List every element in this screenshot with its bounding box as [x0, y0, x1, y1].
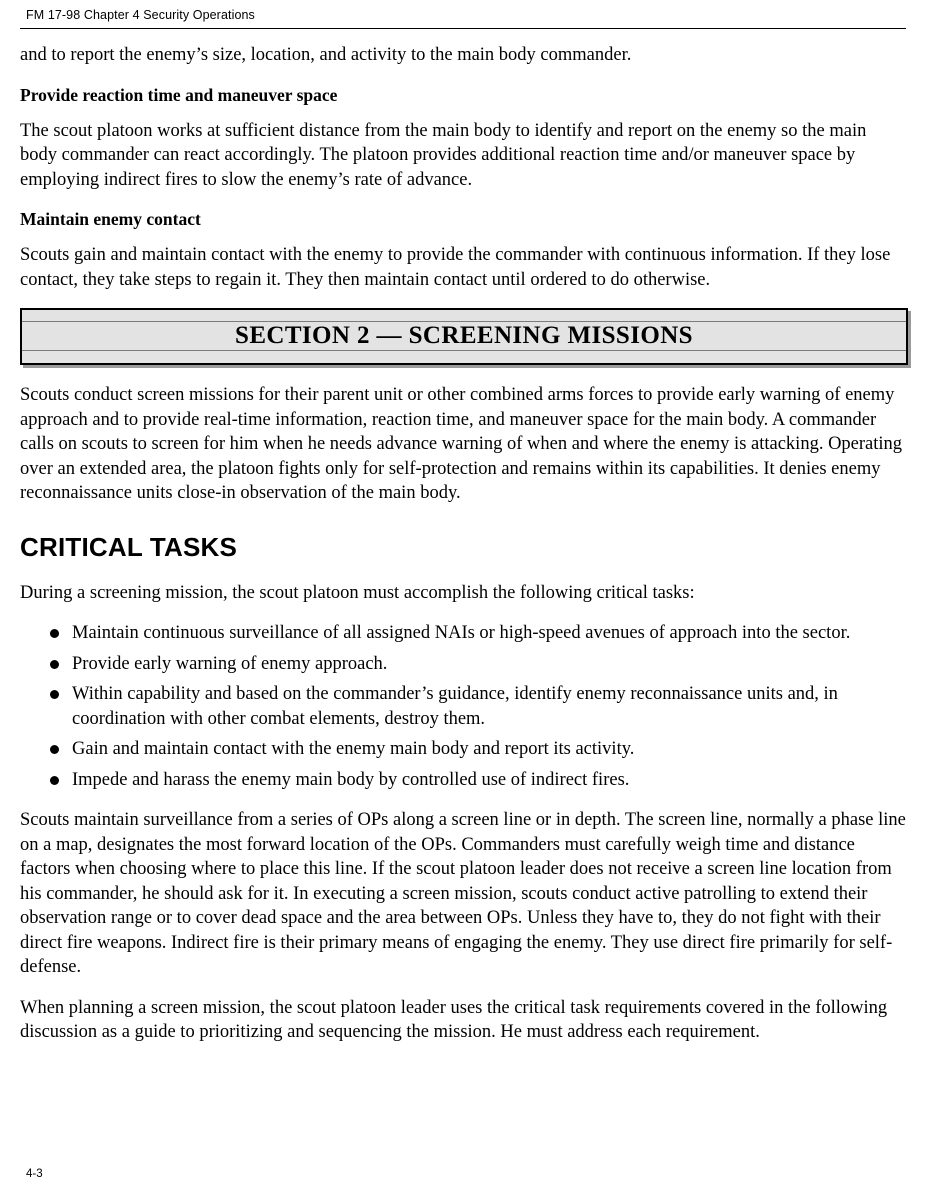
section-banner-inner [22, 321, 906, 351]
list-item-label: Provide early warning of enemy approach. [72, 653, 388, 674]
running-head: FM 17-98 Chapter 4 Security Operations [26, 8, 255, 22]
paragraph-maintain-contact: Scouts gain and maintain contact with the enemy to provide the commander with continuous information. If they lose contact, they take steps to regain it. They then maintain contact until ordered to do otherwise. [20, 245, 891, 290]
paragraph-critical-tasks-intro: During a screening mission, the scout platoon must accomplish the following critical tasks: [20, 582, 695, 603]
list-item [20, 621, 906, 646]
section-banner-title: SECTION 2 — SCREENING MISSIONS [235, 322, 693, 349]
page-title: CRITICAL TASKS [20, 531, 238, 562]
critical-tasks-list [20, 621, 906, 792]
list-item-label: Maintain continuous surveillance of all assigned NAIs or high-speed avenues of approach into the sector. [72, 623, 851, 643]
paragraph-surveillance: Scouts maintain surveillance from a series of OPs along a screen line or in depth. The screen line, normally a phase line on a map, designates the most forward location of the OPs. Commanders must carefully weigh time and distance factors when choosing where to place this line. If the scout platoon leader does not receive a screen line location from his commander, he should ask for it. In executing a screen mission, scouts conduct active patrolling to extend their observation range or to cover dead space and the area between OPs. Unless they have to, they do not fight with their direct fire weapons. Indirect fire is their primary means of engaging the enemy. They use direct fire primarily for self-defense. [20, 810, 906, 977]
list-item-label: Gain and maintain contact with the enemy main body and report its activity. [72, 739, 635, 759]
list-item [20, 682, 906, 731]
intro-paragraph: and to report the enemy’s size, location, and activity to the main body commander. [20, 45, 632, 65]
list-item [20, 768, 906, 793]
list-item-label: Within capability and based on the commander’s guidance, identify enemy reconnaissance units and, in coordination with other combat elements, destroy them. [72, 684, 838, 729]
list-item [20, 652, 906, 677]
paragraph-screen-missions: Scouts conduct screen missions for their parent unit or other combined arms forces to provide early warning of enemy approach and to provide real-time information, reaction time, and maneuver space for the main body. A commander calls on scouts to screen for him when he needs advance warning of when and where the enemy is attacking. Operating over an extended area, the platoon fights only for self-protection and remains within its capabilities. It denies enemy reconnaissance units close-in observation of the main body. [20, 385, 903, 503]
page-number: 4-3 [26, 1168, 43, 1180]
bullet-icon [50, 745, 59, 754]
bullet-icon [50, 629, 59, 638]
bullet-icon [50, 776, 59, 785]
subheading-maintain-enemy-contact: Maintain enemy contact [20, 209, 201, 229]
paragraph-planning: When planning a screen mission, the scout platoon leader uses the critical task requirements covered in the following discussion as a guide to prioritizing and sequencing the mission. He must address each requirement. [20, 997, 888, 1042]
paragraph-reaction-time: The scout platoon works at sufficient distance from the main body to identify and report on the enemy so the main body commander can react accordingly. The platoon provides additional reaction time and/or maneuver space by employing indirect fires to slow the enemy’s rate of advance. [20, 120, 867, 190]
bullet-icon [50, 660, 59, 669]
header-divider [20, 28, 906, 29]
subheading-provide-reaction-time: Provide reaction time and maneuver space [20, 84, 338, 105]
list-item [20, 737, 906, 762]
bullet-icon [50, 690, 59, 699]
list-item-label: Impede and harass the enemy main body by controlled use of indirect fires. [72, 769, 630, 790]
section-banner [20, 308, 908, 365]
